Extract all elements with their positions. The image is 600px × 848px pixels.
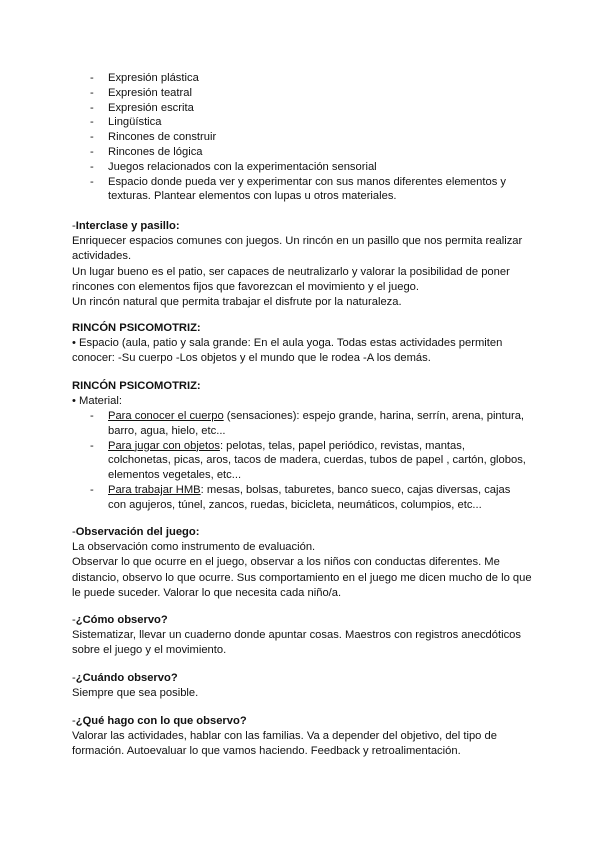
paragraph: Valorar las actividades, hablar con las familias. Va a depender del objetivo, del tipo de formación. Autoevaluar lo que vamos haciendo. Feedback y retroalimentación. — [72, 730, 497, 758]
heading-text: Interclase y pasillo: — [75, 220, 180, 232]
paragraph: La observación como instrumento de evaluación. — [72, 541, 316, 554]
item-label: Para trabajar HMB — [108, 483, 201, 496]
section-psicomotriz-1 — [72, 321, 532, 367]
heading-prefix: - — [72, 220, 76, 232]
material-list — [72, 409, 530, 513]
paragraph: Enriquecer espacios comunes con juegos. Un rincón en un pasillo que nos permita realizar actividades. — [72, 235, 523, 263]
paragraph: • Espacio (aula, patio y sala grande: En el aula yoga. Todas estas actividades permiten conocer: -Su cuerpo -Los objetos y el mundo que le rodea -A los demás. — [72, 337, 503, 365]
item-text: : pelotas, telas, papel periódico, revistas, mantas, colchonetas, picas, aros, tacos de madera, cuerdas, tubos de papel , cartón, globos, elementos vegetales, etc... — [108, 439, 526, 482]
heading-prefix: - — [72, 614, 76, 626]
section-heading — [72, 613, 532, 628]
list-item: - Expresión teatral — [72, 86, 520, 101]
item-text: (sensaciones): espejo grande, harina, serrín, arena, pintura, barro, agua, hielo, etc... — [108, 410, 525, 437]
item-label: Para jugar con objetos — [108, 439, 220, 452]
list-item: - Lingüística — [72, 115, 520, 130]
list-item — [72, 409, 530, 439]
section-como — [72, 613, 532, 659]
list-item: - Juegos relacionados con la experimentación sensorial — [72, 160, 520, 175]
heading-text: Observación del juego: — [75, 526, 200, 538]
heading-prefix: - — [72, 672, 76, 684]
list-item — [72, 483, 530, 513]
section-psicomotriz-2 — [72, 379, 532, 409]
section-heading: RINCÓN PSICOMOTRIZ: — [72, 322, 201, 334]
list-item: - Rincones de lógica — [72, 145, 520, 160]
list-item: - Expresión plástica — [72, 71, 520, 86]
section-observacion — [72, 525, 532, 601]
section-que-hago — [72, 714, 532, 760]
paragraph: Observar lo que ocurre en el juego, observar a los niños con conductas diferentes. Me distancio, observo lo que ocurre. Sus comportamiento en el juego me dicen mucho de lo que le puede suceder. Valorar lo que necesita cada niño/a. — [72, 556, 532, 599]
section-heading — [72, 525, 532, 540]
heading-text: ¿Qué hago con lo que observo? — [75, 715, 247, 727]
list-item: - Rincones de construir — [72, 130, 520, 145]
material-label: • Material: — [72, 395, 122, 408]
item-label: Para conocer el cuerpo — [108, 410, 224, 422]
paragraph: Siempre que sea posible. — [72, 687, 199, 700]
section-heading — [72, 671, 532, 686]
item-text: : mesas, bolsas, taburetes, banco sueco, cajas diversas, cajas con agujeros, túnel, zancos, ruedas, bicicleta, neumáticos, columpios, etc... — [108, 483, 511, 511]
section-heading — [72, 714, 532, 729]
paragraph: Sistematizar, llevar un cuaderno donde apuntar cosas. Maestros con registros anecdóticos sobre el juego y el movimiento. — [72, 629, 521, 657]
heading-prefix: - — [72, 715, 76, 727]
heading-text: ¿Cuándo observo? — [75, 672, 178, 684]
section-cuando — [72, 671, 532, 701]
section-interclase — [72, 219, 532, 310]
heading-prefix: - — [72, 526, 76, 538]
section-heading: RINCÓN PSICOMOTRIZ: — [72, 380, 201, 392]
intro-list — [72, 71, 520, 204]
list-item — [72, 439, 530, 483]
paragraph: Un rincón natural que permita trabajar el disfrute por la naturaleza. — [72, 296, 402, 309]
list-item: - Expresión escrita — [72, 101, 520, 116]
list-item: - Espacio donde pueda ver y experimentar con sus manos diferentes elementos y texturas. Plantear elementos con lupas u otros materiales. — [72, 175, 520, 205]
paragraph: Un lugar bueno es el patio, ser capaces de neutralizarlo y valorar la posibilidad de poner rincones con elementos fijos que favorezcan el movimiento y el juego. — [72, 265, 510, 293]
heading-text: ¿Cómo observo? — [75, 614, 168, 626]
section-heading — [72, 219, 532, 234]
